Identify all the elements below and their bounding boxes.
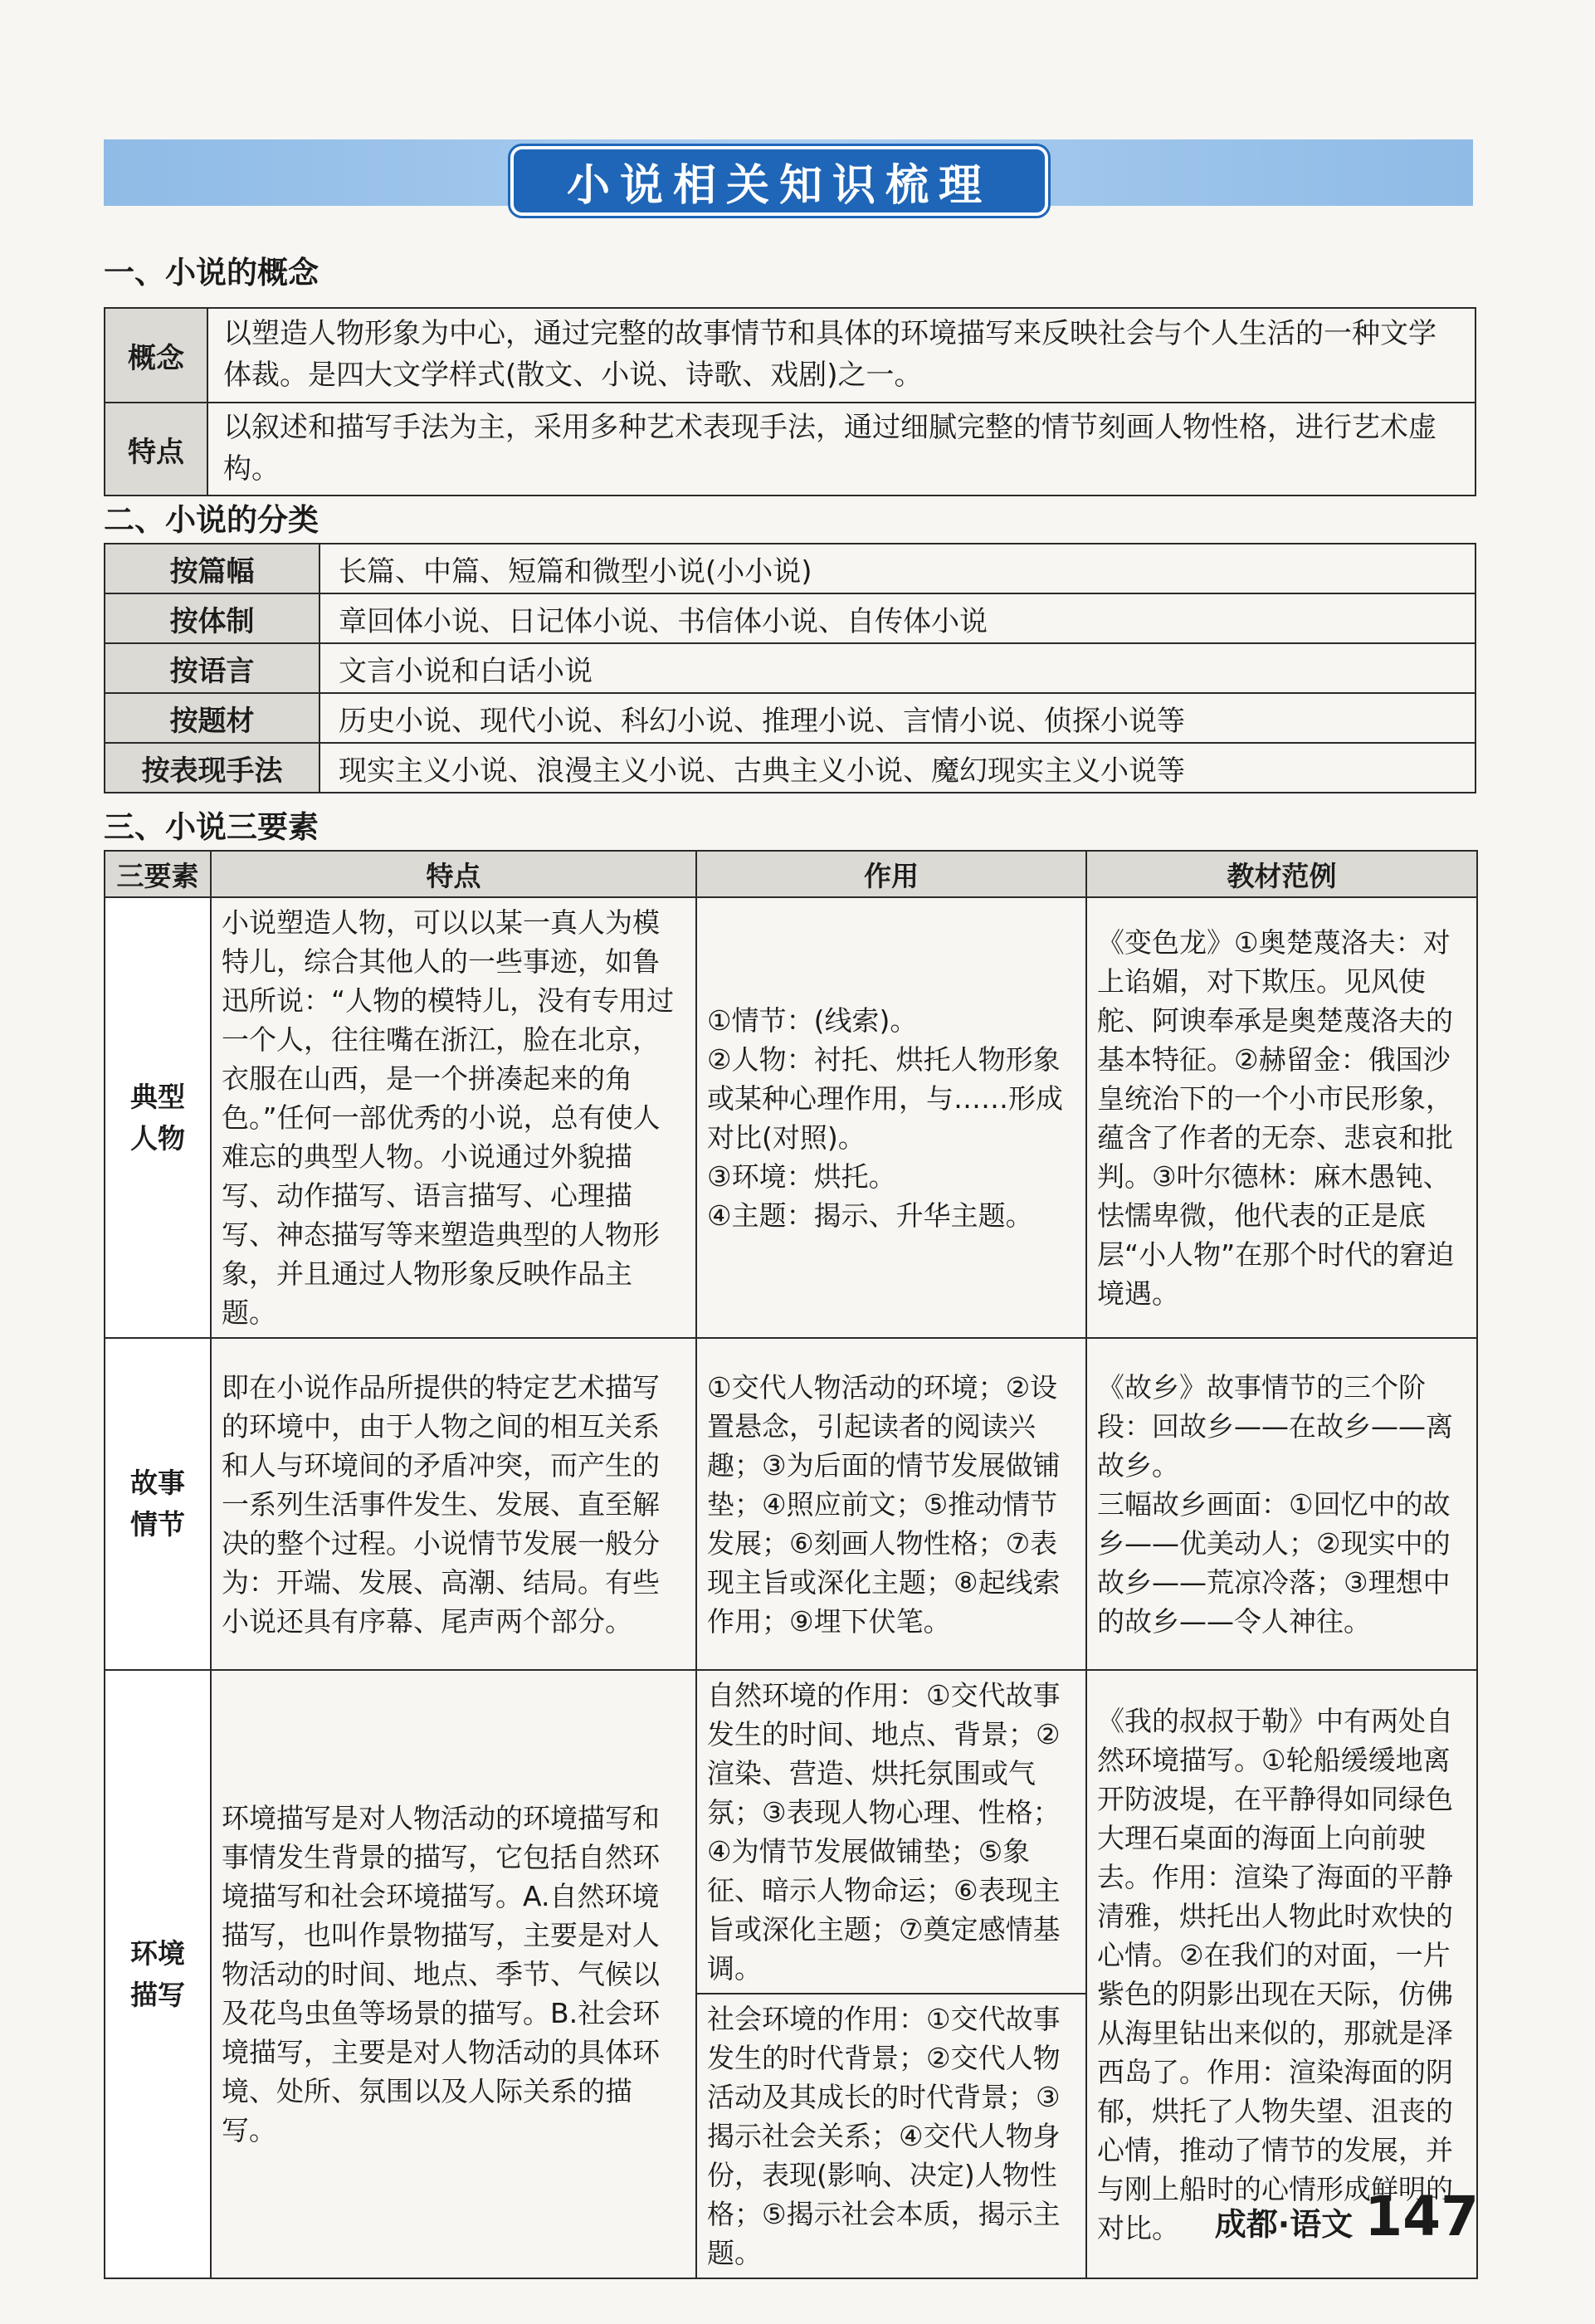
table-row — [105, 693, 1475, 743]
row-content: 现实主义小说、浪漫主义小说、古典主义小说、魔幻现实主义小说等 — [319, 743, 1475, 793]
table-row — [105, 544, 1475, 593]
concept-table — [104, 307, 1476, 496]
row-content: 文言小说和白话小说 — [319, 643, 1475, 693]
element-feature: 小说塑造人物，可以以某一真人为模特儿，综合其他人的一些事迹，如鲁迅所说：“人物的模特儿，没有专用过一个人，往往嘴在浙江，脸在北京，衣服在山西，是一个拼凑起来的角色。”任何一部优秀的小说，总有使人难忘的典型人物。小说通过外貌描写、动作描写、语言描写、心理描写、神态描写等来塑造典型的人物形象，并且通过人物形象反映作品主题。 — [211, 897, 696, 1338]
element-feature: 环境描写是对人物活动的环境描写和事情发生背景的描写，它包括自然环境描写和社会环境描写。A.自然环境描写，也叫作景物描写，主要是对人物活动的时间、地点、季节、气候以及花鸟虫鱼等场景的描写。B.社会环境描写，主要是对人物活动的具体环境、处所、氛围以及人际关系的描写。 — [211, 1670, 696, 2278]
row-content: 章回体小说、日记体小说、书信体小说、自传体小说 — [319, 593, 1475, 643]
column-header: 作用 — [696, 851, 1086, 897]
row-content: 以塑造人物形象为中心，通过完整的故事情节和具体的环境描写来反映社会与个人生活的一种文学体裁。是四大文学样式(散文、小说、诗歌、戏剧)之一。 — [207, 308, 1475, 403]
element-example: 《故乡》故事情节的三个阶段：回故乡——在故乡——离故乡。 三幅故乡画面：①回忆中的故乡——优美动人；②现实中的故乡——荒凉冷落；③理想中的故乡——令人神往。 — [1086, 1338, 1477, 1670]
section-heading-concept: 一、小说的概念 — [104, 255, 319, 290]
row-label: 特点 — [105, 403, 207, 496]
column-header: 特点 — [211, 851, 696, 897]
table-row — [105, 743, 1475, 793]
column-header: 三要素 — [105, 851, 211, 897]
table-row — [105, 1338, 1477, 1670]
element-label: 典型 人物 — [105, 897, 211, 1338]
element-function: ①情节：(线索)。 ②人物：衬托、烘托人物形象或某种心理作用，与……形成对比(对照)。 ③环境：烘托。 ④主题：揭示、升华主题。 — [696, 897, 1086, 1338]
element-function-split — [696, 1670, 1086, 2278]
element-label: 环境 描写 — [105, 1670, 211, 2278]
natural-environment-function: 自然环境的作用：①交代故事发生的时间、地点、背景；②渲染、营造、烘托氛围或气氛；③表现人物心理、性格；④为情节发展做铺垫；⑤象征、暗示人物命运；⑥表现主旨或深化主题；⑦奠定感情基调。 — [707, 1679, 1061, 1985]
section-heading-elements: 三、小说三要素 — [104, 809, 319, 845]
table-row — [105, 308, 1475, 403]
row-label: 按篇幅 — [105, 544, 319, 593]
row-label: 按表现手法 — [105, 743, 319, 793]
table-row — [105, 593, 1475, 643]
table-row — [105, 643, 1475, 693]
table-row — [105, 897, 1477, 1338]
page-footer — [1215, 2185, 1479, 2248]
row-label: 按语言 — [105, 643, 319, 693]
page-number: 147 — [1364, 2185, 1479, 2248]
row-label: 概念 — [105, 308, 207, 403]
table-header-row — [105, 851, 1477, 897]
row-label: 按体制 — [105, 593, 319, 643]
element-example: 《我的叔叔于勒》中有两处自然环境描写。①轮船缓缓地离开防波堤，在平静得如同绿色大理石桌面的海面上向前驶去。作用：渲染了海面的平静清雅，烘托出人物此时欢快的心情。②在我们的对面，一片紫色的阴影出现在天际，仿佛从海里钻出来似的，那就是泽西岛了。作用：渲染海面的阴郁，烘托了人物失望、沮丧的心情，推动了情节的发展，并与刚上船时的心情形成鲜明的对比。 — [1086, 1670, 1477, 2278]
footer-label: 成都·语文 — [1214, 2206, 1354, 2243]
element-example: 《变色龙》①奥楚蔑洛夫：对上谄媚，对下欺压。见风使舵、阿谀奉承是奥楚蔑洛夫的基本特征。②赫留金：俄国沙皇统治下的一个小市民形象，蕴含了作者的无奈、悲哀和批判。③叶尔德林：麻木愚钝、怯懦卑微，他代表的正是底层“小人物”在那个时代的窘迫境遇。 — [1086, 897, 1477, 1338]
table-row — [105, 403, 1475, 496]
element-function: ①交代人物活动的环境；②设置悬念，引起读者的阅读兴趣；③为后面的情节发展做铺垫；④照应前文；⑤推动情节发展；⑥刻画人物性格；⑦表现主旨或深化主题；⑧起线索作用；⑨埋下伏笔。 — [696, 1338, 1086, 1670]
element-feature: 即在小说作品所提供的特定艺术描写的环境中，由于人物之间的相互关系和人与环境间的矛盾冲突，而产生的一系列生活事件发生、发展、直至解决的整个过程。小说情节发展一般分为：开端、发展、高潮、结局。有些小说还具有序幕、尾声两个部分。 — [211, 1338, 696, 1670]
classification-table — [104, 543, 1476, 793]
row-content: 历史小说、现代小说、科幻小说、推理小说、言情小说、侦探小说等 — [319, 693, 1475, 743]
social-environment-function: 社会环境的作用：①交代故事发生的时代背景；②交代人物活动及其成长的时代背景；③揭示社会关系；④交代人物身份，表现(影响、决定)人物性格；⑤揭示社会本质，揭示主题。 — [697, 1993, 1085, 2278]
row-content: 长篇、中篇、短篇和微型小说(小小说) — [319, 544, 1475, 593]
section-heading-classification: 二、小说的分类 — [104, 502, 319, 538]
column-header: 教材范例 — [1086, 851, 1477, 897]
row-label: 按题材 — [105, 693, 319, 743]
page-title: 小说相关知识梳理 — [510, 146, 1048, 216]
element-label: 故事 情节 — [105, 1338, 211, 1670]
row-content: 以叙述和描写手法为主，采用多种艺术表现手法，通过细腻完整的情节刻画人物性格，进行艺术虚构。 — [207, 403, 1475, 496]
elements-table — [104, 850, 1478, 2279]
